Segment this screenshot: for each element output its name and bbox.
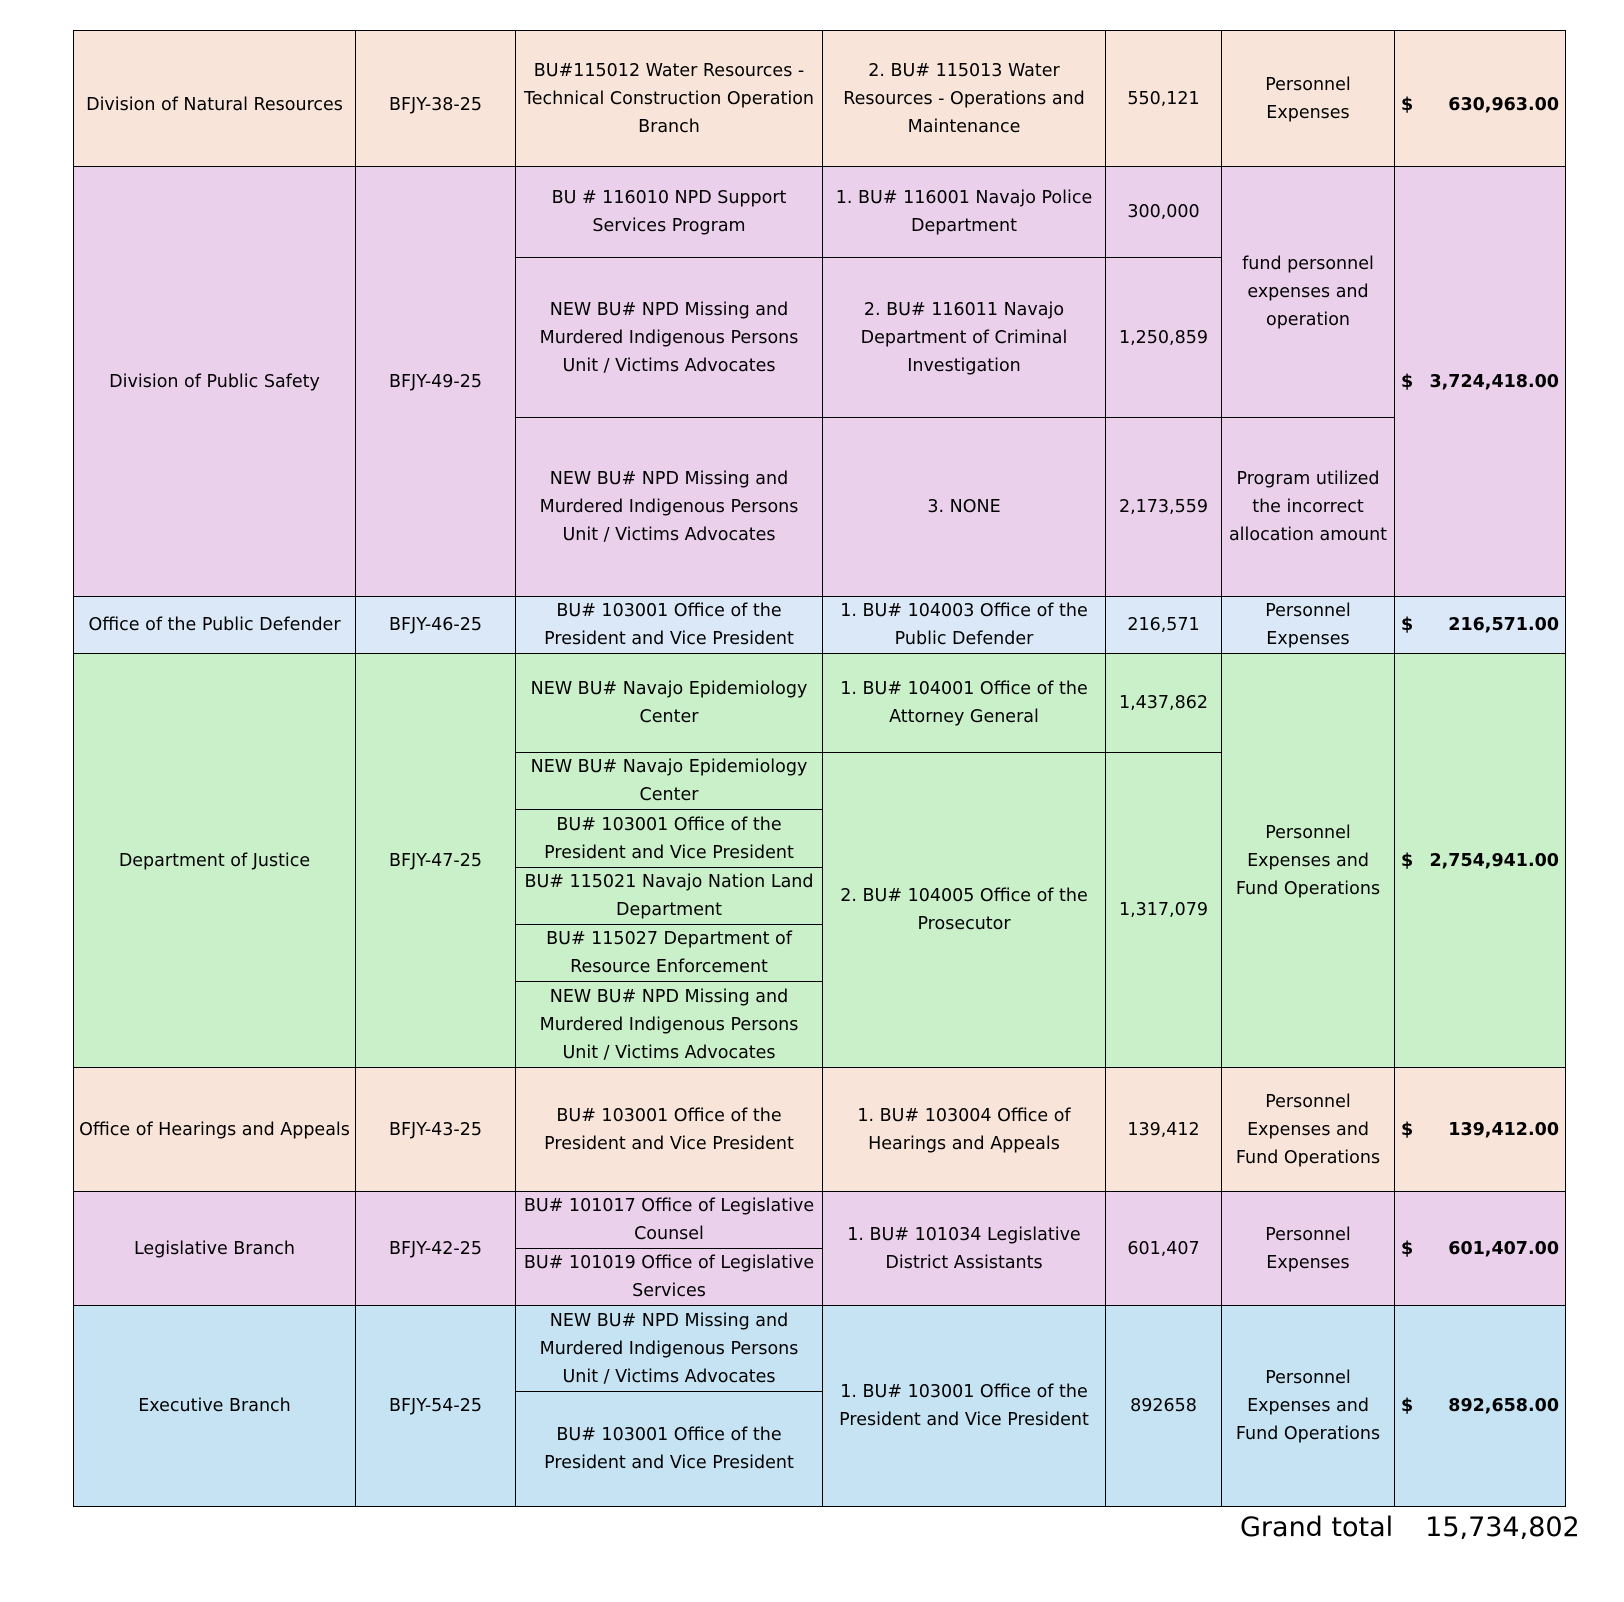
from-business-unit-cell: BU# 103001 Office of the President and Vice President xyxy=(516,597,823,654)
currency-symbol: $ xyxy=(1401,850,1414,871)
reference-cell: BFJY-38-25 xyxy=(356,31,516,167)
purpose-cell: Personnel Expenses xyxy=(1222,31,1395,167)
total-cell xyxy=(1395,167,1566,597)
from-business-unit-cell: BU# 101017 Office of Legislative Counsel xyxy=(516,1192,823,1249)
from-business-unit-cell: BU#115012 Water Resources - Technical Construction Operation Branch xyxy=(516,31,823,167)
amount-cell: 1,317,079 xyxy=(1106,753,1222,1068)
to-business-unit-cell: 1. BU# 103001 Office of the President and Vice President xyxy=(823,1306,1106,1507)
currency-symbol: $ xyxy=(1401,1396,1414,1416)
total-cell xyxy=(1395,1068,1566,1192)
department-cell: Legislative Branch xyxy=(74,1192,356,1306)
amount-cell: 1,250,859 xyxy=(1106,258,1222,418)
budget-transfer-table xyxy=(73,30,1566,1507)
reference-cell: BFJY-54-25 xyxy=(356,1306,516,1507)
purpose-cell: Personnel Expenses xyxy=(1222,597,1395,654)
grand-total xyxy=(1240,1512,1580,1543)
to-business-unit-cell: 1. BU# 101034 Legislative District Assistants xyxy=(823,1192,1106,1306)
to-business-unit-cell: 2. BU# 116011 Navajo Department of Criminal Investigation xyxy=(823,258,1106,418)
total-value: 3,724,418.00 xyxy=(1429,371,1559,392)
currency-symbol: $ xyxy=(1401,615,1414,635)
table-row xyxy=(74,1306,1566,1392)
currency-symbol: $ xyxy=(1401,94,1414,115)
amount-cell: 550,121 xyxy=(1106,31,1222,167)
table-row xyxy=(74,167,1566,258)
purpose-cell: Personnel Expenses xyxy=(1222,1192,1395,1306)
table-row xyxy=(74,31,1566,167)
from-business-unit-cell: NEW BU# NPD Missing and Murdered Indigenous Persons Unit / Victims Advocates xyxy=(516,258,823,418)
grand-total-label: Grand total xyxy=(1240,1512,1394,1543)
to-business-unit-cell: 1. BU# 104001 Office of the Attorney General xyxy=(823,654,1106,753)
purpose-cell: Personnel Expenses and Fund Operations xyxy=(1222,1306,1395,1507)
department-cell: Office of the Public Defender xyxy=(74,597,356,654)
currency-symbol: $ xyxy=(1401,371,1414,392)
from-business-unit-cell: BU# 115027 Department of Resource Enforcement xyxy=(516,925,823,982)
department-cell: Division of Natural Resources xyxy=(74,31,356,167)
from-business-unit-cell: BU# 103001 Office of the President and Vice President xyxy=(516,1068,823,1192)
total-cell xyxy=(1395,1192,1566,1306)
from-business-unit-cell: NEW BU# Navajo Epidemiology Center xyxy=(516,654,823,753)
reference-cell: BFJY-47-25 xyxy=(356,654,516,1068)
purpose-cell: fund personnel expenses and operation xyxy=(1222,167,1395,418)
department-cell: Department of Justice xyxy=(74,654,356,1068)
total-cell xyxy=(1395,597,1566,654)
from-business-unit-cell: NEW BU# NPD Missing and Murdered Indigenous Persons Unit / Victims Advocates xyxy=(516,982,823,1068)
to-business-unit-cell: 2. BU# 104005 Office of the Prosecutor xyxy=(823,753,1106,1068)
currency-symbol: $ xyxy=(1401,1119,1414,1140)
from-business-unit-cell: BU# 103001 Office of the President and Vice President xyxy=(516,810,823,868)
table-row xyxy=(74,597,1566,654)
reference-cell: BFJY-49-25 xyxy=(356,167,516,597)
currency-symbol: $ xyxy=(1401,1238,1414,1259)
total-cell xyxy=(1395,31,1566,167)
purpose-cell: Personnel Expenses and Fund Operations xyxy=(1222,1068,1395,1192)
grand-total-value: 15,734,802 xyxy=(1425,1512,1580,1543)
total-value: 216,571.00 xyxy=(1448,615,1559,635)
table-row xyxy=(74,1068,1566,1192)
total-value: 139,412.00 xyxy=(1448,1119,1559,1140)
amount-cell: 1,437,862 xyxy=(1106,654,1222,753)
amount-cell: 601,407 xyxy=(1106,1192,1222,1306)
to-business-unit-cell: 1. BU# 104003 Office of the Public Defender xyxy=(823,597,1106,654)
total-value: 892,658.00 xyxy=(1448,1396,1559,1416)
total-cell xyxy=(1395,1306,1566,1507)
reference-cell: BFJY-42-25 xyxy=(356,1192,516,1306)
to-business-unit-cell: 1. BU# 116001 Navajo Police Department xyxy=(823,167,1106,258)
total-value: 601,407.00 xyxy=(1448,1238,1559,1259)
department-cell: Office of Hearings and Appeals xyxy=(74,1068,356,1192)
total-value: 2,754,941.00 xyxy=(1429,850,1559,871)
purpose-cell: Program utilized the incorrect allocation amount xyxy=(1222,418,1395,597)
table-row xyxy=(74,1192,1566,1249)
department-cell: Division of Public Safety xyxy=(74,167,356,597)
department-cell: Executive Branch xyxy=(74,1306,356,1507)
reference-cell: BFJY-43-25 xyxy=(356,1068,516,1192)
to-business-unit-cell: 1. BU# 103004 Office of Hearings and Appeals xyxy=(823,1068,1106,1192)
amount-cell: 2,173,559 xyxy=(1106,418,1222,597)
total-cell xyxy=(1395,654,1566,1068)
amount-cell: 139,412 xyxy=(1106,1068,1222,1192)
to-business-unit-cell: 3. NONE xyxy=(823,418,1106,597)
from-business-unit-cell: BU# 115021 Navajo Nation Land Department xyxy=(516,868,823,925)
from-business-unit-cell: NEW BU# NPD Missing and Murdered Indigenous Persons Unit / Victims Advocates xyxy=(516,418,823,597)
amount-cell: 216,571 xyxy=(1106,597,1222,654)
from-business-unit-cell: NEW BU# NPD Missing and Murdered Indigenous Persons Unit / Victims Advocates xyxy=(516,1306,823,1392)
reference-cell: BFJY-46-25 xyxy=(356,597,516,654)
from-business-unit-cell: BU# 101019 Office of Legislative Services xyxy=(516,1249,823,1306)
amount-cell: 892658 xyxy=(1106,1306,1222,1507)
from-business-unit-cell: BU # 116010 NPD Support Services Program xyxy=(516,167,823,258)
table-row xyxy=(74,654,1566,753)
from-business-unit-cell: BU# 103001 Office of the President and Vice President xyxy=(516,1392,823,1507)
purpose-cell: Personnel Expenses and Fund Operations xyxy=(1222,654,1395,1068)
amount-cell: 300,000 xyxy=(1106,167,1222,258)
total-value: 630,963.00 xyxy=(1448,94,1559,115)
from-business-unit-cell: NEW BU# Navajo Epidemiology Center xyxy=(516,753,823,810)
to-business-unit-cell: 2. BU# 115013 Water Resources - Operations and Maintenance xyxy=(823,31,1106,167)
